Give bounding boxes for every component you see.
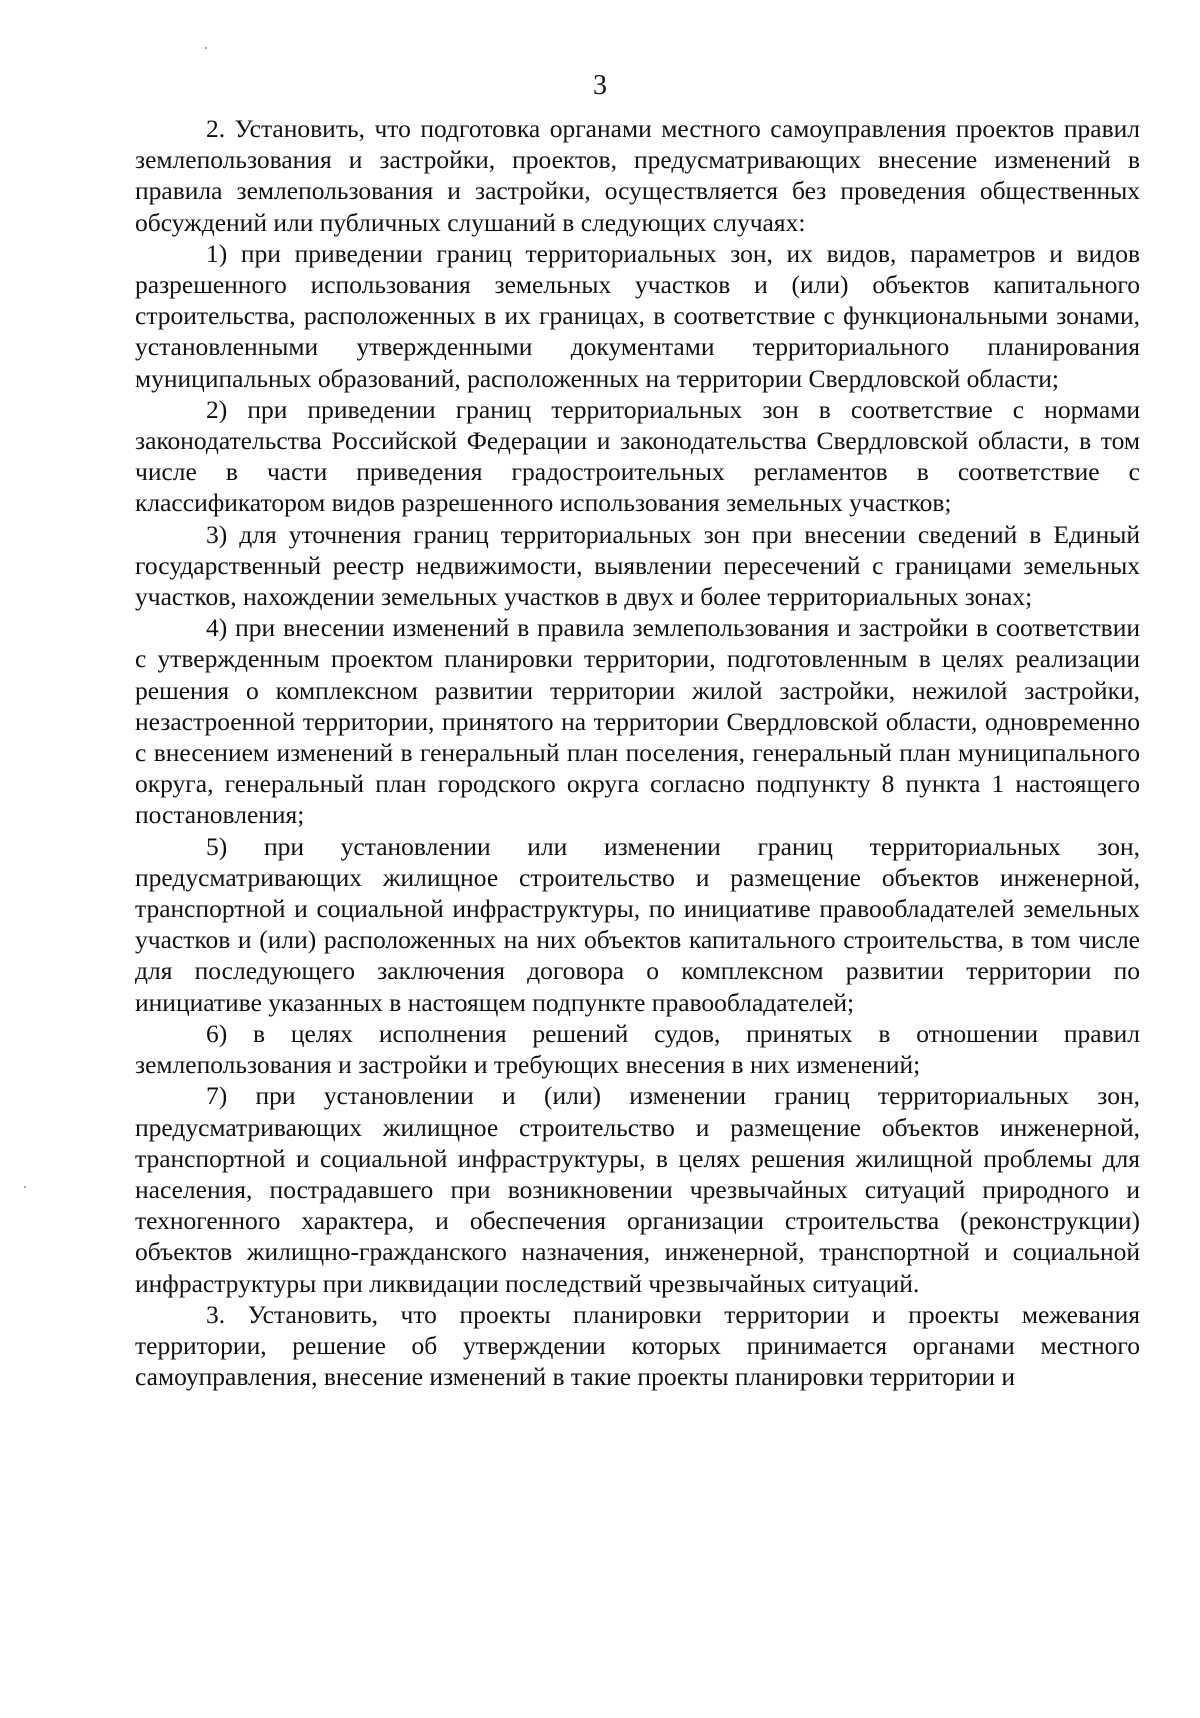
paragraph-item-6: 6) в целях исполнения решений судов, принятых в отношении правил землепользования и застройки и требующих внесения в них изменений; [135, 1018, 1140, 1080]
scan-speck [24, 1186, 26, 1188]
paragraph-clause-3: 3. Установить, что проекты планировки территории и проекты межевания территории, решение об утверждении которых принимается органами местного самоуправления, внесение изменений в такие проекты планировки территории и [135, 1299, 1140, 1392]
paragraph-clause-2: 2. Установить, что подготовка органами местного самоуправления проектов правил землепользования и застройки, проектов, предусматривающих внесение изменений в правила землепользования и застройки, осуществляется без проведения общественных обсуждений или публичных слушаний в следующих случаях: [135, 114, 1140, 237]
document-body [135, 113, 1140, 1392]
paragraph-item-5: 5) при установлении или изменении границ территориальных зон, предусматривающих жилищное строительство и размещение объектов инженерной, транспортной и социальной инфраструктуры, по инициативе правообладателей земельных участков и (или) расположенных на них объектов капитального строительства, в том числе для последующего заключения договора о комплексном развитии территории по инициативе указанных в настоящем подпункте правообладателей; [135, 831, 1140, 1017]
paragraph-item-4: 4) при внесении изменений в правила землепользования и застройки в соответствии с утвержденным проектом планировки территории, подготовленным в целях реализации решения о комплексном развитии территории жилой застройки, нежилой застройки, незастроенной территории, принятого на территории Свердловской области, одновременно с внесением изменений в генеральный план поселения, генеральный план муниципального округа, генеральный план городского округа согласно подпункту 8 пункта 1 настоящего постановления; [135, 613, 1140, 830]
paragraph-item-3: 3) для уточнения границ территориальных зон при внесении сведений в Единый государственный реестр недвижимости, выявлении пересечений с границами земельных участков, нахождении земельных участков в двух и более территориальных зонах; [135, 519, 1140, 612]
paragraph-item-2: 2) при приведении границ территориальных зон в соответствие с нормами законодательства Российской Федерации и законодательства Свердловской области, в том числе в части приведения градостроительных регламентов в соответствие с классификатором видов разрешенного использования земельных участков; [135, 394, 1140, 518]
scan-speck [205, 47, 207, 49]
paragraph-item-7: 7) при установлении и (или) изменении границ территориальных зон, предусматривающих жилищное строительство и размещение объектов инженерной, транспортной и социальной инфраструктуры, в целях решения жилищной проблемы для населения, пострадавшего при возникновении чрезвычайных ситуаций природного и техногенного характера, и обеспечения организации строительства (реконструкции) объектов жилищно-гражданского назначения, инженерной, транспортной и социальной инфраструктуры при ликвидации последствий чрезвычайных ситуаций. [135, 1081, 1140, 1298]
page-number: 3 [593, 70, 607, 101]
paragraph-item-1: 1) при приведении границ территориальных зон, их видов, параметров и видов разрешенного использования земельных участков и (или) объектов капитального строительства, расположенных в их границах, в соответствие с функциональными зонами, установленными утвержденными документами территориального планирования муниципальных образований, расположенных на территории Свердловской области; [135, 238, 1140, 393]
